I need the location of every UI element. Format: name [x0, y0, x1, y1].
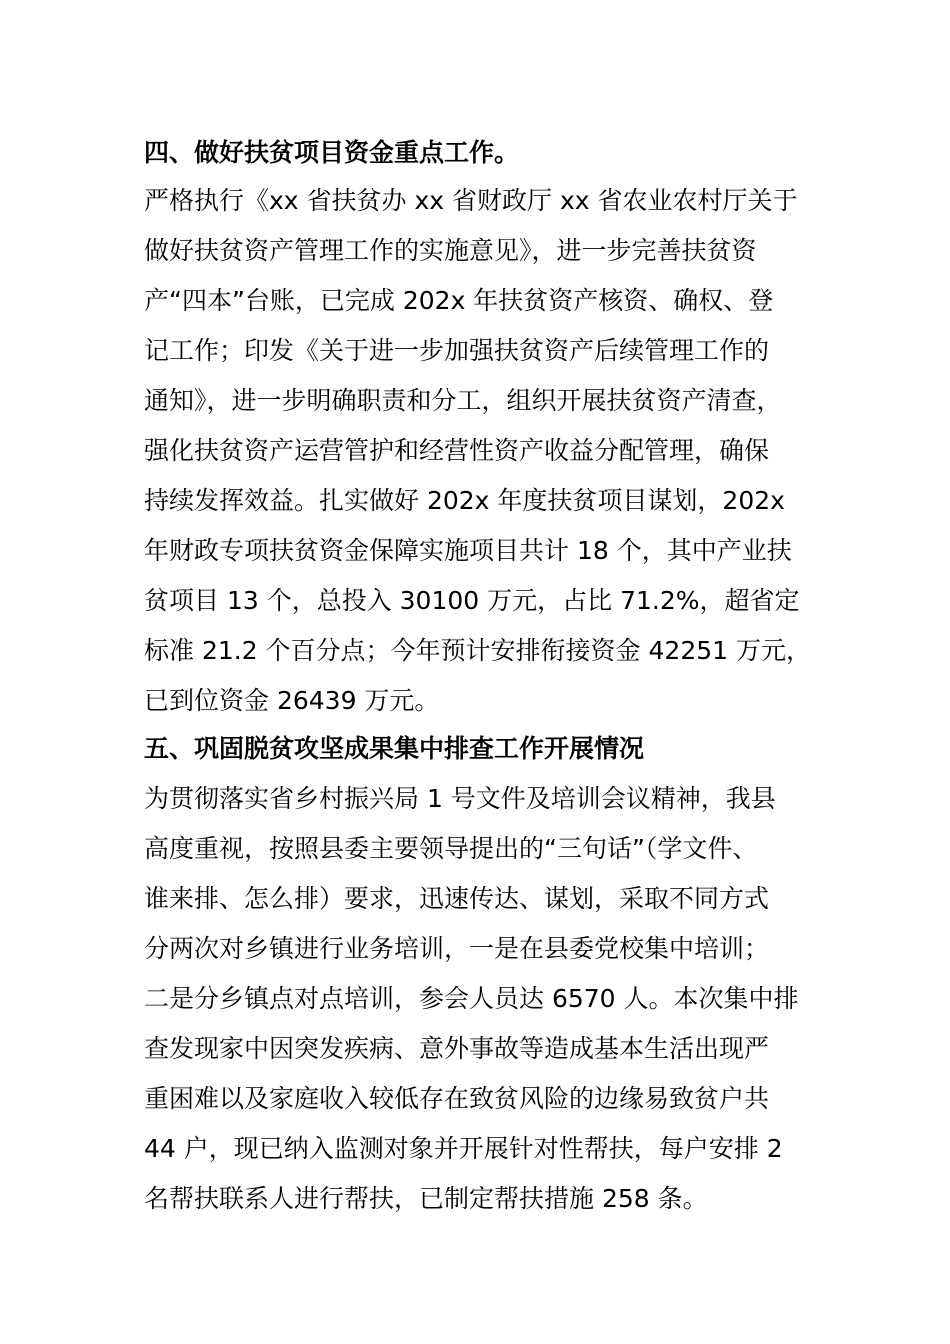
section-5-line-3: 谁来排、怎么排）要求，迅速传达、谋划，采取不同方式: [144, 884, 770, 913]
section-4-line-7: 持续发挥效益。扎实做好 202x 年度扶贫项目谋划，202x: [144, 486, 785, 515]
section-4-line-3: 产“四本”台账，已完成 202x 年扶贫资产核资、确权、登: [144, 286, 774, 315]
section-4-line-11: 已到位资金 26439 万元。: [144, 686, 440, 715]
section-4-line-6: 强化扶贫资产运营管护和经营性资产收益分配管理，确保: [144, 436, 770, 465]
section-4-line-5: 通知》，进一步明确职责和分工，组织开展扶贫资产清查，: [144, 386, 782, 415]
section-4-line-4: 记工作；印发《关于进一步加强扶贫资产后续管理工作的: [144, 336, 770, 365]
section-5-line-2: 高度重视，按照县委主要领导提出的“三句话”（学文件、: [144, 834, 758, 863]
section-5-line-9: 名帮扶联系人进行帮扶，已制定帮扶措施 258 条。: [144, 1184, 708, 1213]
section-4-line-10: 标准 21.2 个百分点；今年预计安排衔接资金 42251 万元，: [144, 636, 811, 665]
section-5-line-4: 分两次对乡镇进行业务培训，一是在县委党校集中培训；: [144, 934, 770, 963]
section-4-line-9: 贫项目 13 个，总投入 30100 万元，占比 71.2%，超省定: [144, 586, 800, 615]
section-5-line-8: 44 户，现已纳入监测对象并开展针对性帮扶，每户安排 2: [144, 1134, 783, 1163]
section-5-line-6: 查发现家中因突发疾病、意外事故等造成基本生活出现严: [144, 1034, 770, 1063]
section-4-heading: 四、做好扶贫项目资金重点工作。: [144, 138, 520, 167]
section-5-line-5: 二是分乡镇点对点培训，参会人员达 6570 人。本次集中排: [144, 984, 799, 1013]
section-5-line-1: 为贯彻落实省乡村振兴局 1 号文件及培训会议精神，我县: [144, 784, 776, 813]
section-4-line-2: 做好扶贫资产管理工作的实施意见》，进一步完善扶贫资: [144, 236, 757, 265]
section-5-heading: 五、巩固脱贫攻坚成果集中排查工作开展情况: [144, 734, 645, 763]
section-5-line-7: 重困难以及家庭收入较低存在致贫风险的边缘易致贫户共: [144, 1084, 770, 1113]
section-4-line-1: 严格执行《xx 省扶贫办 xx 省财政厅 xx 省农业农村厅关于: [144, 186, 798, 215]
section-4-line-8: 年财政专项扶贫资金保障实施项目共计 18 个，其中产业扶: [144, 536, 792, 565]
